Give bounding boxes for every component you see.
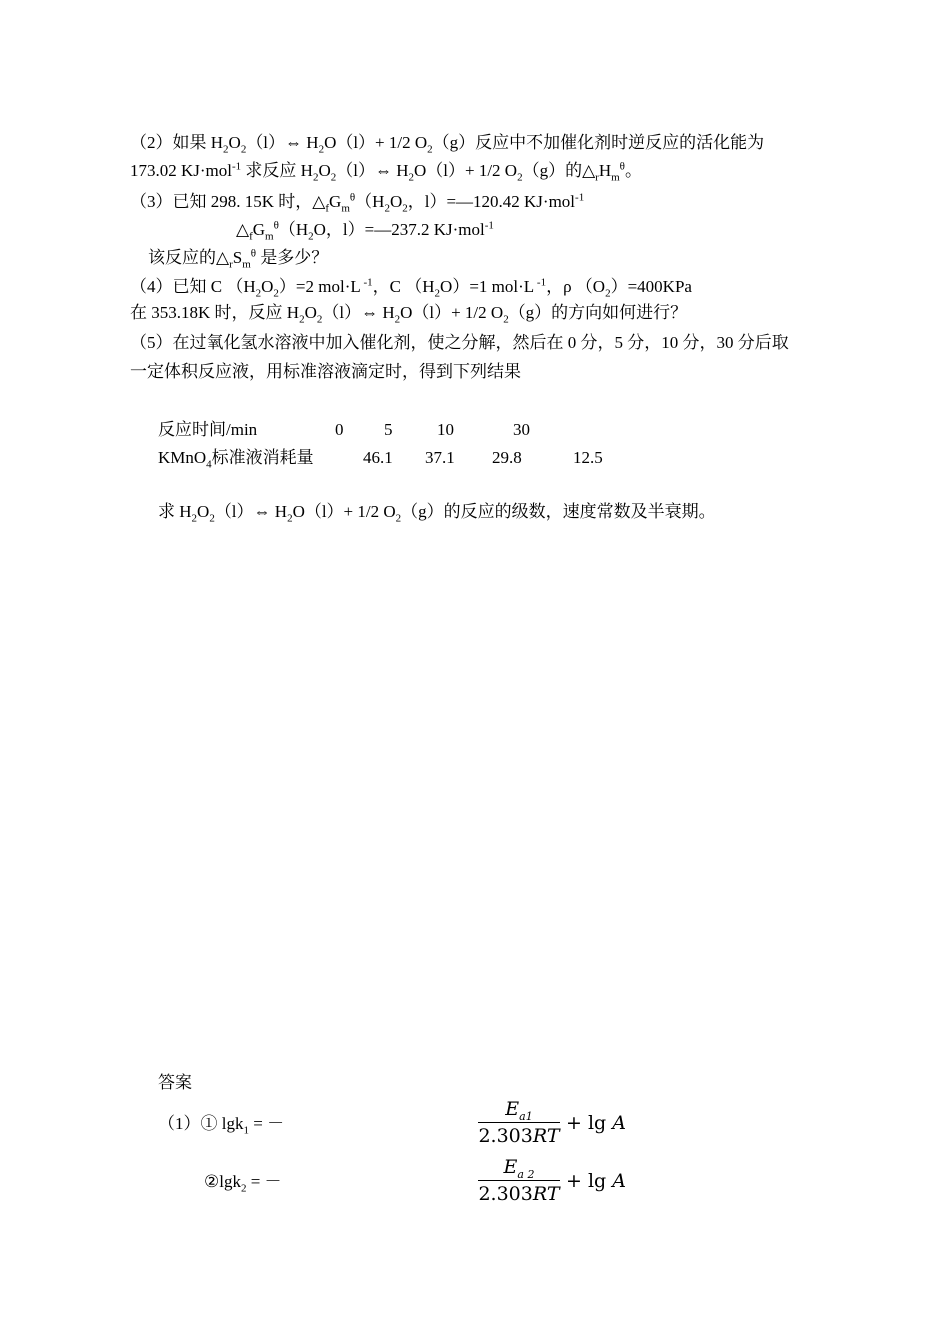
fraction-numerator: $E_{a1}$: [505, 1098, 533, 1123]
table-cell-volume: 29.8: [492, 448, 522, 467]
table-label-time: 反应时间/min: [158, 420, 258, 439]
q3-line-2: $\triangle_fG_m^\theta(H_2O$，l）=—237.2 KJ·mol$^{-1}$: [236, 219, 494, 243]
table-row-volume: [158, 446, 638, 470]
fraction-numerator: $E_{a 2}$: [503, 1156, 535, 1181]
q5-line-1: （5）在过氧化氢水溶液中加入催化剂，使之分解，然后在 0 分，5 分，10 分，30 分后取: [130, 333, 789, 352]
table-cell-time: 30: [513, 420, 530, 439]
answer-1-lgA: + lg A: [566, 1112, 626, 1134]
table-cell-time: 0: [335, 420, 344, 439]
answer-2-fraction: [478, 1156, 560, 1205]
answer-2-label: ②lgk$_2$ = －: [204, 1172, 282, 1195]
answer-1-label: （1）① lgk$_1$ = －: [158, 1114, 285, 1137]
q2-line-2: 173.02 KJ·mol$^{-1}$ 求反应 $H_2O_2(l)\Leftrightarrow$ $H_2O(l)+ 1/2$ $O_2(g)$的$\triangle_rH_m^\theta$。: [130, 160, 642, 184]
fraction-denominator: 2.303RT: [478, 1183, 560, 1205]
q2-line-1: （2）如果 $H_2O_2(l)\Leftrightarrow$ $H_2O(l)+ 1/2$ $O_2(g)$反应中不加催化剂时逆反应的活化能为: [130, 133, 765, 156]
table-label-volume: KMnO$_4$标准液消耗量: [158, 448, 314, 471]
question-ask: 求 $H_2O_2(l)\Leftrightarrow$ $H_2O(l)+ 1/2$ $O_2(g)$的反应的级数，速度常数及半衰期。: [158, 502, 716, 525]
table-cell-volume: 37.1: [425, 448, 455, 467]
table-cell-volume: 12.5: [573, 448, 603, 467]
table-cell-time: 10: [437, 420, 454, 439]
answer-2-lgA: + lg A: [566, 1170, 626, 1192]
answer-1-fraction: [478, 1098, 560, 1147]
q3-line-1: （3）已知 298. 15K 时，$\triangle_fG_m^\theta(H_2O_2$，l）=—120.42 KJ·mol$^{-1}$: [130, 191, 585, 215]
table-cell-time: 5: [384, 420, 393, 439]
q4-line-2: 在 353.18K 时，反应 $H_2O_2(l)\Leftrightarrow$ $H_2O(l)+ 1/2$ $O_2(g)$的方向如何进行？: [130, 303, 688, 326]
q3-line-3: 该反应的$\triangle_rS_m^\theta$ 是多少？: [148, 247, 329, 271]
q5-line-2: 一定体积反应液，用标准溶液滴定时，得到下列结果: [130, 362, 521, 381]
table-row-time: [158, 418, 638, 442]
q4-line-1: （4）已知 C $(H_2O_2)=2$ mol·L $^{-1}$，C $(H_2O)=1$ mol·L $^{-1}$，ρ $(O_2)=400KPa$: [130, 276, 692, 300]
answer-heading: 答案: [158, 1073, 192, 1092]
fraction-denominator: 2.303RT: [478, 1125, 560, 1147]
table-cell-volume: 46.1: [363, 448, 393, 467]
